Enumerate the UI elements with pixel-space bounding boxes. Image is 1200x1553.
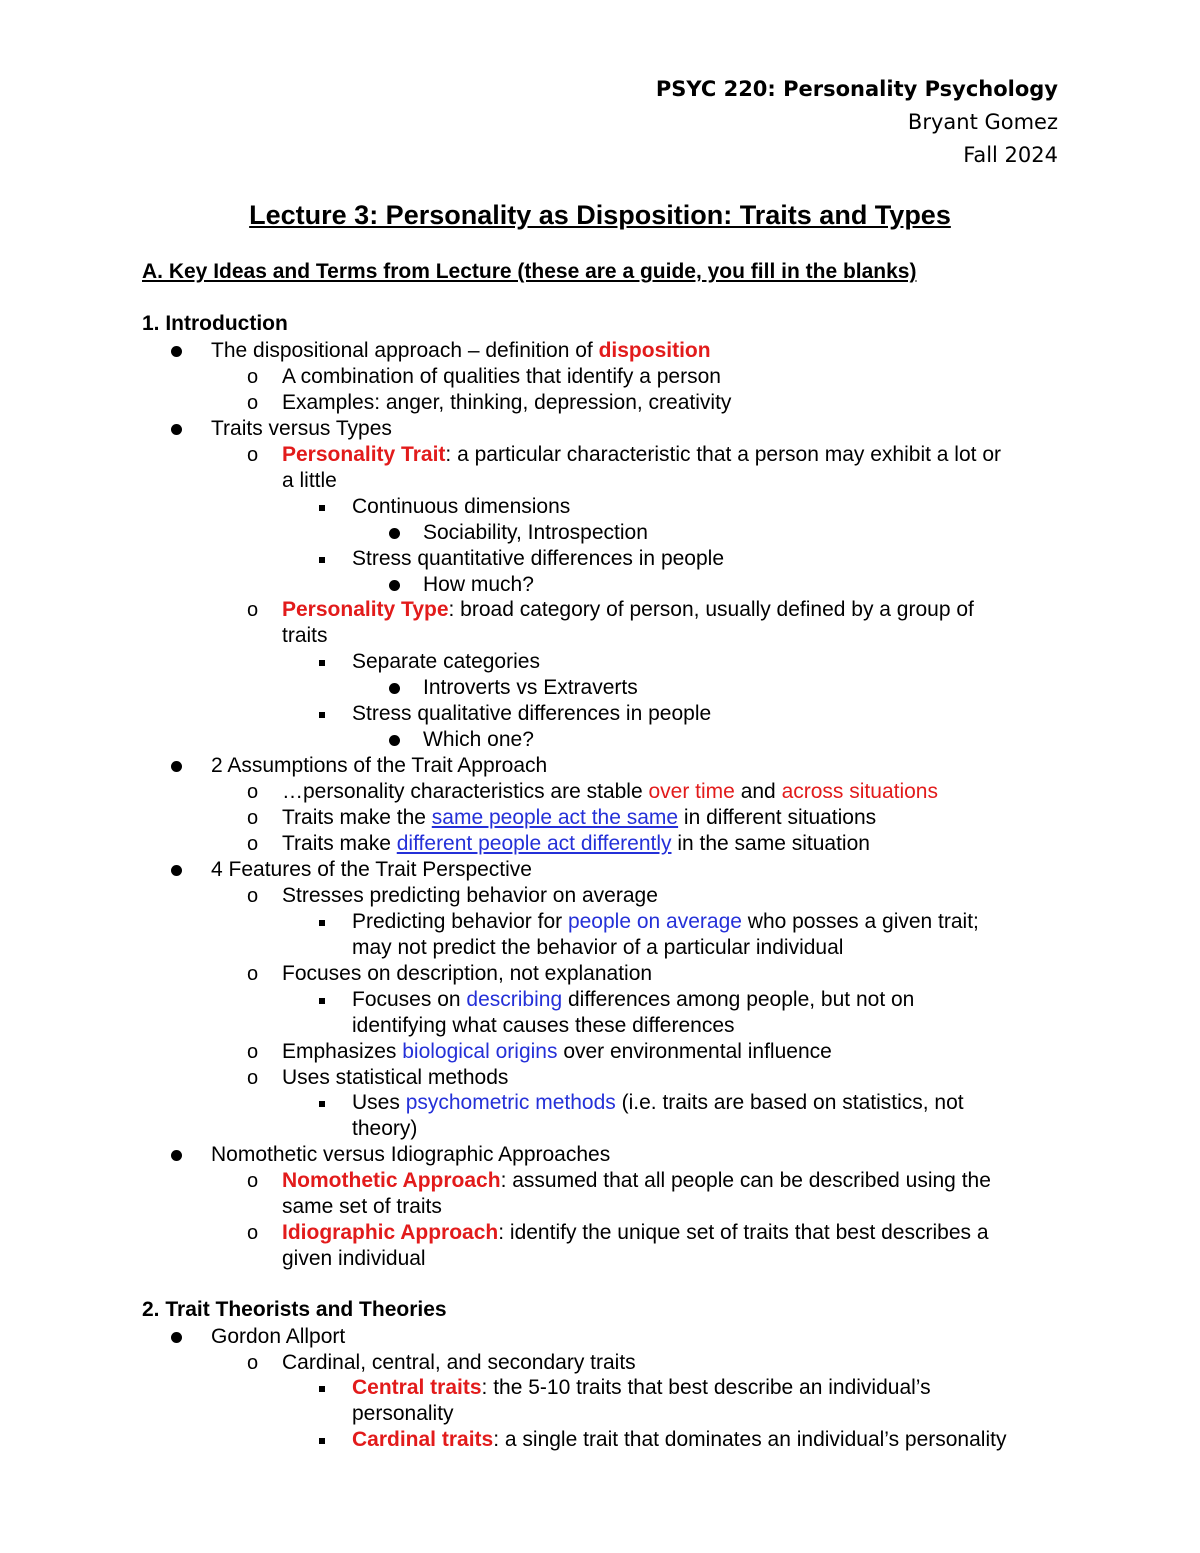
outline-item: o Examples: anger, thinking, depression, creativity [247,391,732,414]
outline-item: o Personality Type: broad category of person, usually defined by a group of [247,598,974,621]
square-bullet-icon [319,557,325,563]
outline-item: Predicting behavior for people on average who posses a given trait; [352,909,979,935]
bullet-icon [389,528,400,539]
circle-bullet-icon: o [247,1222,259,1244]
square-bullet-icon [319,920,325,926]
outline-item: o Stresses predicting behavior on average [247,884,658,907]
square-bullet-icon [319,1386,325,1392]
term-personality-trait: Personality Trait [282,443,446,466]
outline-continuation: same set of traits [282,1195,442,1218]
outline-item: Continuous dimensions [352,494,570,520]
outline-continuation: may not predict the behavior of a particular individual [352,936,844,959]
square-bullet-icon [319,660,325,666]
outline-item: Introverts vs Extraverts [423,675,638,701]
outline-continuation: identifying what causes these differences [352,1014,735,1037]
term-cardinal-traits: Cardinal traits [352,1428,494,1451]
section-theorists-heading: 2. Trait Theorists and Theories [142,1298,447,1321]
outline-item: 2 Assumptions of the Trait Approach [211,753,547,779]
outline-item: Central traits: the 5-10 traits that best describe an individual’s [352,1375,931,1401]
author-name: Bryant Gomez [907,110,1058,134]
bullet-icon [171,1150,182,1161]
circle-bullet-icon: o [247,1067,259,1089]
circle-bullet-icon: o [247,1041,259,1063]
outline-item: o Personality Trait: a particular characteristic that a person may exhibit a lot or [247,443,1001,466]
outline-item: o Emphasizes biological origins over environmental influence [247,1040,832,1063]
outline-continuation: personality [352,1402,454,1425]
outline-item: How much? [423,572,534,598]
outline-item: Stress quantitative differences in people [352,546,724,572]
outline-item: The dispositional approach – definition of disposition [211,338,711,364]
bullet-icon [389,683,400,694]
square-bullet-icon [319,505,325,511]
circle-bullet-icon: o [247,833,259,855]
outline-item: o Traits make different people act differently in the same situation [247,832,870,855]
circle-bullet-icon: o [247,885,259,907]
circle-bullet-icon: o [247,807,259,829]
outline-item: Which one? [423,727,534,753]
bullet-icon [389,735,400,746]
square-bullet-icon [319,712,325,718]
bullet-icon [171,424,182,435]
bullet-icon [389,580,400,591]
circle-bullet-icon: o [247,392,259,414]
bullet-icon [171,761,182,772]
outline-item: Uses psychometric methods (i.e. traits are based on statistics, not [352,1090,964,1116]
outline-item: Cardinal traits: a single trait that dominates an individual’s personality [352,1427,1006,1453]
outline-item: Nomothetic versus Idiographic Approaches [211,1142,610,1168]
outline-item: 4 Features of the Trait Perspective [211,857,532,883]
outline-item: Separate categories [352,649,540,675]
outline-item: Sociability, Introspection [423,520,648,546]
outline-item: o …personality characteristics are stable over time and across situations [247,780,938,803]
circle-bullet-icon: o [247,1352,259,1374]
outline-item: Traits versus Types [211,416,392,442]
outline-item: Stress qualitative differences in people [352,701,711,727]
outline-item: o A combination of qualities that identify a person [247,365,721,388]
outline-item: o Nomothetic Approach: assumed that all people can be described using the [247,1169,991,1192]
square-bullet-icon [319,1101,325,1107]
outline-item: o Uses statistical methods [247,1066,509,1089]
circle-bullet-icon: o [247,599,259,621]
outline-item: Focuses on describing differences among people, but not on [352,987,914,1013]
section-introduction-heading: 1. Introduction [142,312,288,335]
outline-item: o Focuses on description, not explanation [247,962,653,985]
square-bullet-icon [319,1438,325,1444]
outline-item: Gordon Allport [211,1324,345,1350]
term: Fall 2024 [963,143,1058,167]
term-personality-type: Personality Type [282,598,449,621]
term-nomothetic: Nomothetic Approach [282,1169,501,1192]
outline-continuation: given individual [282,1247,426,1270]
outline-continuation: theory) [352,1117,418,1140]
circle-bullet-icon: o [247,781,259,803]
term-idiographic: Idiographic Approach [282,1221,499,1244]
section-a-heading: A. Key Ideas and Terms from Lecture (these are a guide, you fill in the blanks) [142,260,917,283]
circle-bullet-icon: o [247,366,259,388]
square-bullet-icon [319,998,325,1004]
circle-bullet-icon: o [247,444,259,466]
outline-item: o Idiographic Approach: identify the unique set of traits that best describes a [247,1221,989,1244]
term-disposition: disposition [598,339,711,362]
bullet-icon [171,346,182,357]
outline-continuation: traits [282,624,328,647]
bullet-icon [171,865,182,876]
outline-item: o Cardinal, central, and secondary traits [247,1351,636,1374]
circle-bullet-icon: o [247,1170,259,1192]
term-central-traits: Central traits [352,1376,482,1399]
course-title: PSYC 220: Personality Psychology [655,77,1058,101]
outline-item: o Traits make the same people act the same in different situations [247,806,877,829]
bullet-icon [171,1332,182,1343]
lecture-title: Lecture 3: Personality as Disposition: Traits and Types [249,200,951,230]
outline-continuation: a little [282,469,337,492]
circle-bullet-icon: o [247,963,259,985]
